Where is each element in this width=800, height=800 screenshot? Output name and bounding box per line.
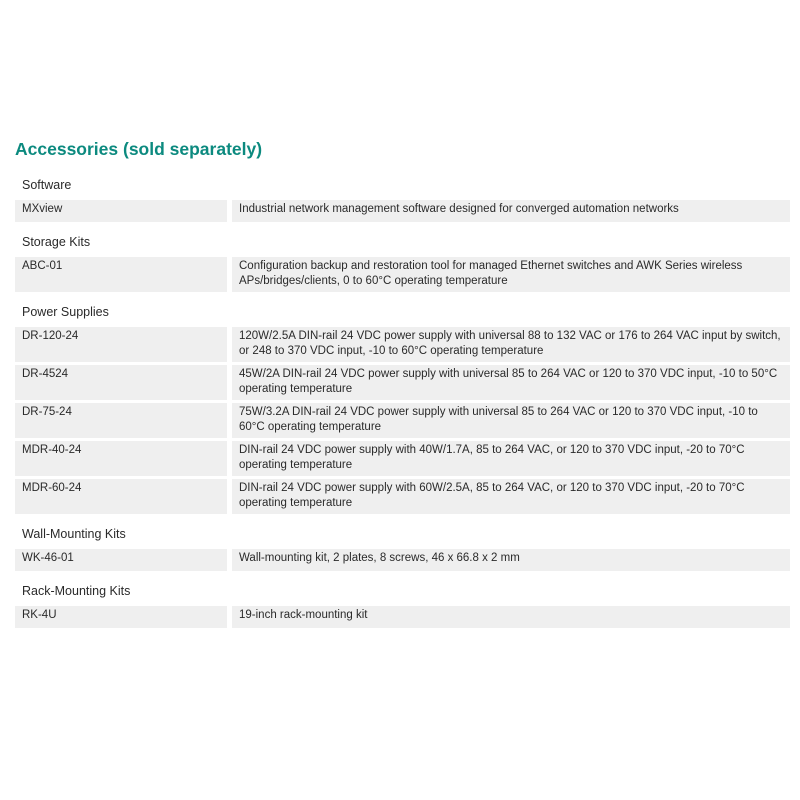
item-name: MDR-40-24 [15,441,227,476]
item-name: ABC-01 [15,257,227,292]
item-description: Wall-mounting kit, 2 plates, 8 screws, 46 x 66.8 x 2 mm [232,549,790,571]
table-row [15,365,790,400]
table-row [15,479,790,514]
table-row [15,327,790,362]
section-title-rack-mounting-kits: Rack-Mounting Kits [22,584,131,598]
item-name: DR-120-24 [15,327,227,362]
table-row [15,257,790,292]
section-title-storage-kits: Storage Kits [22,235,91,249]
page-title: Accessories (sold separately) [15,139,263,159]
section-title-power-supplies: Power Supplies [22,305,109,319]
table-row [15,403,790,438]
section-title-wall-mounting-kits: Wall-Mounting Kits [22,527,126,541]
table-row [15,200,790,222]
item-description: DIN-rail 24 VDC power supply with 60W/2.5A, 85 to 264 VAC, or 120 to 370 VDC input, -20 to 70°C operating temperature [232,479,790,514]
table-row [15,606,790,628]
table-row [15,549,790,571]
accessories-document [15,138,790,631]
table-row [15,441,790,476]
item-name: MDR-60-24 [15,479,227,514]
item-description: 45W/2A DIN-rail 24 VDC power supply with universal 85 to 264 VAC or 120 to 370 VDC input, -10 to 50°C operating temperature [232,365,790,400]
item-description: 19-inch rack-mounting kit [232,606,790,628]
item-description: Industrial network management software designed for converged automation networks [232,200,790,222]
item-description: DIN-rail 24 VDC power supply with 40W/1.7A, 85 to 264 VAC, or 120 to 370 VDC input, -20 to 70°C operating temperature [232,441,790,476]
item-name: MXview [15,200,227,222]
item-description: 75W/3.2A DIN-rail 24 VDC power supply with universal 85 to 264 VAC or 120 to 370 VDC input, -10 to 60°C operating temperature [232,403,790,438]
section-title-software: Software [22,178,72,192]
item-name: DR-75-24 [15,403,227,438]
item-description: 120W/2.5A DIN-rail 24 VDC power supply with universal 88 to 132 VAC or 176 to 264 VAC input by switch, or 248 to 370 VDC input, -10 to 60°C operating temperature [232,327,790,362]
item-name: WK-46-01 [15,549,227,571]
item-name: RK-4U [15,606,227,628]
item-name: DR-4524 [15,365,227,400]
item-description: Configuration backup and restoration tool for managed Ethernet switches and AWK Series wireless APs/bridges/clients, 0 to 60°C operating temperature [232,257,790,292]
